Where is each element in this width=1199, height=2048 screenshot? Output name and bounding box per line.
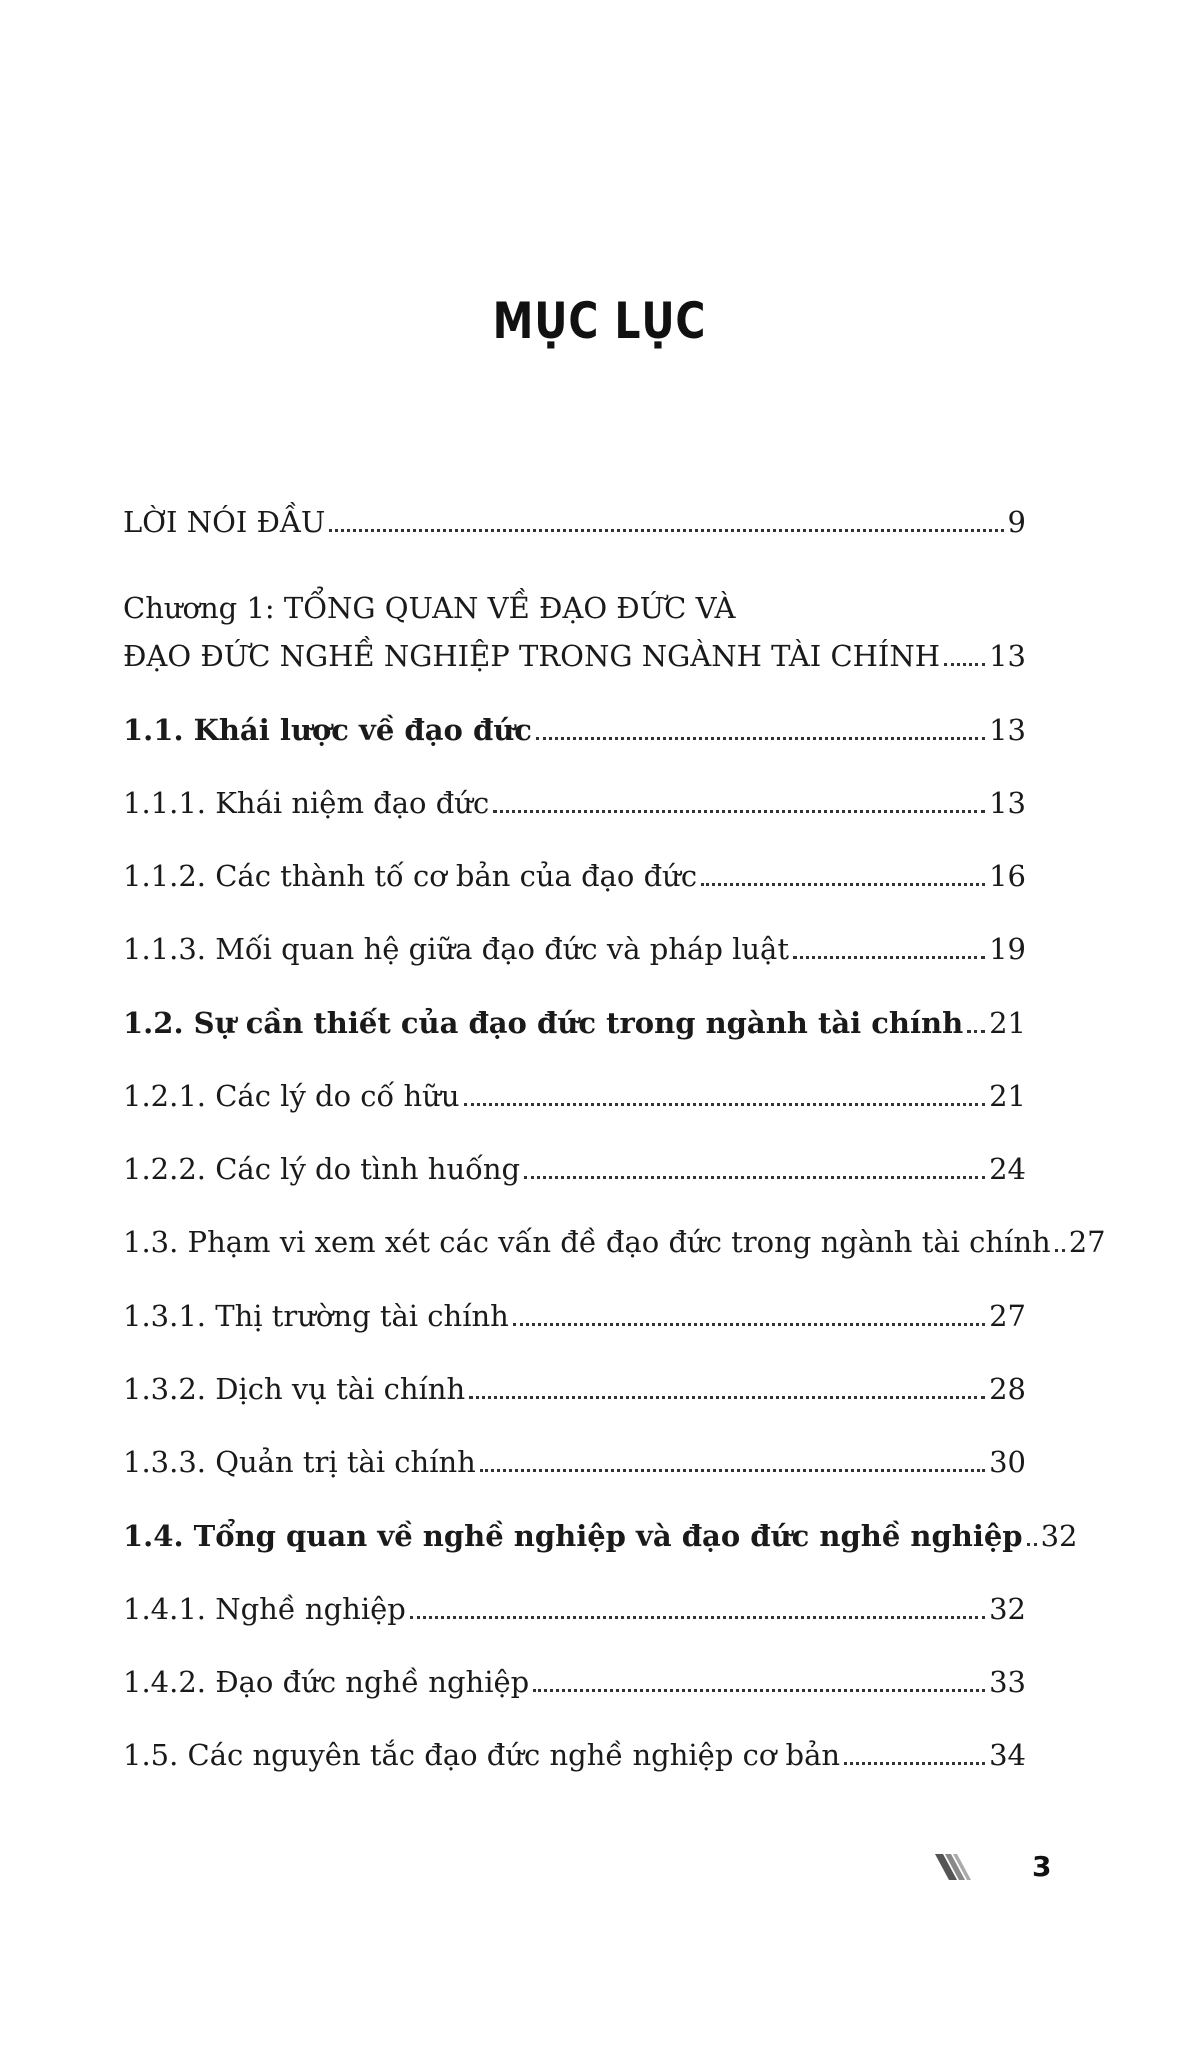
toc-entry-label: ĐẠO ĐỨC NGHỀ NGHIỆP TRONG NGÀNH TÀI CHÍNH <box>123 639 941 673</box>
chapter-heading: Chương 1: TỔNG QUAN VỀ ĐẠO ĐỨC VÀ <box>123 591 736 625</box>
toc-entry-page: 13 <box>989 639 1026 673</box>
toc-entry-label: 1.2.1. Các lý do cố hữu <box>123 1079 460 1113</box>
toc-entry-1-4[interactable] <box>123 1516 1078 1556</box>
toc-entry-page: 19 <box>989 932 1026 966</box>
toc-entry-label: 1.4. Tổng quan về nghề nghiệp và đạo đức nghề nghiệp <box>123 1519 1023 1553</box>
dot-leader <box>1055 1249 1065 1252</box>
toc-entry-label: 1.1. Khái lược về đạo đức <box>123 713 532 747</box>
toc-entry-label: 1.4.2. Đạo đức nghề nghiệp <box>123 1665 530 1699</box>
dot-leader <box>469 1396 985 1399</box>
dot-leader <box>329 529 1003 532</box>
dot-leader <box>410 1616 985 1619</box>
toc-entry-label: 1.1.3. Mối quan hệ giữa đạo đức và pháp luật <box>123 932 789 966</box>
toc-entry-1-3-1[interactable] <box>123 1296 1026 1336</box>
toc-entry-page: 32 <box>1040 1519 1078 1553</box>
toc-entry-label: LỜI NÓI ĐẦU <box>123 505 326 539</box>
dot-leader <box>793 956 985 959</box>
toc-entry-page: 21 <box>989 1079 1026 1113</box>
dot-leader <box>536 737 985 740</box>
toc-entry-1-1-2[interactable] <box>123 856 1026 896</box>
dot-leader <box>701 883 985 886</box>
dot-leader <box>1027 1543 1037 1546</box>
toc-entry-1-1-3[interactable] <box>123 929 1026 969</box>
toc-entry-page: 13 <box>989 786 1026 820</box>
toc-entry-label: 1.5. Các nguyên tắc đạo đức nghề nghiệp cơ bản <box>123 1738 841 1772</box>
dot-leader <box>844 1762 985 1765</box>
toc-entry-1-1-1[interactable] <box>123 783 1026 823</box>
toc-entry-1-2-2[interactable] <box>123 1149 1026 1189</box>
toc-entry-page: 9 <box>1007 505 1026 539</box>
toc-entry-1-1[interactable] <box>123 710 1026 750</box>
page-number: 3 <box>1032 1850 1052 1883</box>
dot-leader <box>533 1689 985 1692</box>
toc-entry-1-5[interactable] <box>123 1735 1026 1775</box>
toc-entry-page: 30 <box>989 1445 1026 1479</box>
toc-entry-page: 13 <box>989 713 1026 747</box>
toc-entry-1-4-2[interactable] <box>123 1662 1026 1702</box>
toc-entry-page: 33 <box>989 1665 1026 1699</box>
diagonal-stripes-icon <box>935 1852 975 1884</box>
dot-leader <box>967 1030 985 1033</box>
toc-entry-label: 1.3.2. Dịch vụ tài chính <box>123 1372 466 1406</box>
toc-entry-label: 1.2. Sự cần thiết của đạo đức trong ngành tài chính <box>123 1006 964 1040</box>
toc-entry-chapter-1[interactable] <box>123 636 1026 676</box>
toc-entry-page: 16 <box>989 859 1026 893</box>
dot-leader <box>464 1103 986 1106</box>
toc-entry-page: 24 <box>989 1152 1026 1186</box>
toc-entry-1-3-3[interactable] <box>123 1442 1026 1482</box>
dot-leader <box>944 663 985 666</box>
toc-entry-page: 21 <box>989 1006 1026 1040</box>
toc-entry-1-2[interactable] <box>123 1003 1026 1043</box>
toc-entry-label: 1.1.2. Các thành tố cơ bản của đạo đức <box>123 859 698 893</box>
toc-entry-label: 1.3.1. Thị trường tài chính <box>123 1299 509 1333</box>
page-title: MỤC LỤC <box>492 292 707 350</box>
toc-entry-label: 1.4.1. Nghề nghiệp <box>123 1592 406 1626</box>
toc-entry-label: 1.3. Phạm vi xem xét các vấn đề đạo đức trong ngành tài chính <box>123 1225 1051 1259</box>
toc-entry-1-3[interactable] <box>123 1222 1106 1262</box>
toc-entry-page: 27 <box>1068 1225 1106 1259</box>
toc-entry-label: 1.2.2. Các lý do tình huống <box>123 1152 521 1186</box>
dot-leader <box>493 810 985 813</box>
toc-entry-page: 28 <box>989 1372 1026 1406</box>
toc-entry-page: 27 <box>989 1299 1026 1333</box>
toc-entry-label: 1.3.3. Quản trị tài chính <box>123 1445 476 1479</box>
toc-entry-label: 1.1.1. Khái niệm đạo đức <box>123 786 490 820</box>
dot-leader <box>480 1469 985 1472</box>
toc-entry-1-2-1[interactable] <box>123 1076 1026 1116</box>
dot-leader <box>513 1323 985 1326</box>
toc-entry-page: 34 <box>989 1738 1026 1772</box>
toc-entry-page: 32 <box>989 1592 1026 1626</box>
dot-leader <box>524 1176 985 1179</box>
toc-entry-1-3-2[interactable] <box>123 1369 1026 1409</box>
toc-entry-1-4-1[interactable] <box>123 1589 1026 1629</box>
toc-entry-preface[interactable] <box>123 502 1026 542</box>
